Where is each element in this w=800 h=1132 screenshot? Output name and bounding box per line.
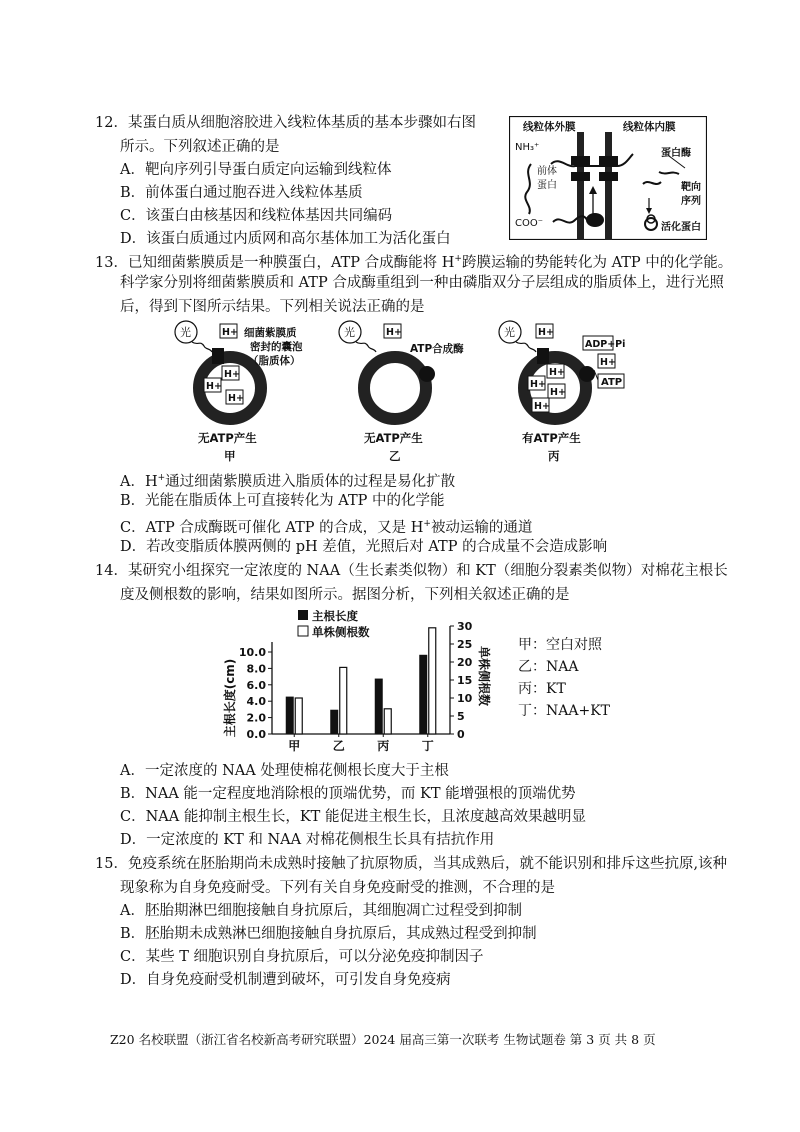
label-coo: COO⁻	[515, 218, 544, 229]
q13-option-c-part1: C．ATP 合成酶既可催化 ATP 的合成，又是 H	[120, 519, 424, 536]
q13-stem-part1: 13．已知细菌紫膜质是一种膜蛋白，ATP 合成酶能将 H	[95, 254, 455, 271]
q15-option-a: A．胚胎期淋巴细胞接触自身抗原后，其细胞凋亡过程受到抑制	[120, 903, 522, 919]
x-tick-label: 乙	[332, 739, 345, 753]
q13-option-c-part2: 被动运输的通道	[430, 519, 533, 536]
chart-group-key	[518, 634, 610, 722]
light-label-jia: 光	[180, 326, 191, 339]
result-yi: 无ATP产生	[364, 431, 423, 445]
outer-membrane	[577, 132, 584, 240]
light-wave-jia	[192, 342, 212, 352]
q14-stem-line2: 度及侧根数的影响，结果如图所示。据图分析，下列相关叙述正确的是	[120, 587, 570, 603]
caption-jia: 甲	[224, 449, 236, 463]
hplus-bing-out: H+	[600, 357, 616, 368]
y-right-tick-label: 20	[457, 656, 473, 669]
result-jia: 无ATP产生	[198, 431, 257, 445]
inner-channel-bottom	[599, 172, 618, 181]
label-vesicle-2: （脂质体）	[248, 355, 301, 367]
key-yi: 乙：NAA	[518, 659, 579, 675]
q13-option-a-part1: A．H	[120, 473, 158, 490]
q13-option-a-part2: 通过细菌紫膜质进入脂质体的过程是易化扩散	[165, 473, 456, 490]
hplus-bing-2: H+	[530, 379, 546, 390]
label-target-2: 序列	[681, 196, 701, 207]
y-left-tick-label: 4.0	[246, 695, 266, 709]
label-outer-membrane: 线粒体外膜	[523, 121, 576, 133]
label-atp-synthase: ATP合成酶	[410, 343, 464, 355]
q12-stem-line1: 12．某蛋白质从细胞溶胶进入线粒体基质的基本步骤如右图	[95, 115, 476, 131]
liposome-figure	[170, 318, 640, 466]
q13-option-d: D．若改变脂质体膜两侧的 pH 差值，光照后对 ATP 的合成量不会造成影响	[120, 539, 608, 555]
y-right-tick-label: 30	[457, 620, 473, 633]
key-bing: 丙：KT	[518, 681, 566, 697]
label-inner-membrane: 线粒体内膜	[623, 121, 676, 133]
atp-synthase-bing	[579, 366, 595, 382]
y-left-tick-label: 0.0	[246, 728, 266, 741]
hplus-bing-4: H+	[534, 401, 550, 412]
legend-main-root: 主根长度	[312, 609, 358, 623]
y-right-tick-label: 5	[457, 710, 465, 723]
y-axis-left-title: 主根长度(cm)	[223, 658, 237, 738]
atp-synthase-yi	[419, 366, 435, 382]
x-tick-label: 丙	[377, 739, 390, 753]
label-atp: ATP	[601, 377, 623, 388]
light-label-yi: 光	[344, 326, 355, 339]
q13-stem-sup: +	[454, 254, 462, 264]
key-jia: 甲：空白对照	[518, 637, 602, 653]
liposome-jia	[175, 321, 303, 463]
q13-stem-line3: 后，得到下图所示结果。下列相关说法正确的是	[120, 299, 425, 315]
label-protease: 蛋白酶	[661, 148, 691, 159]
q13-option-c-sup: +	[423, 519, 431, 529]
cleaved-target-sequence	[659, 172, 679, 174]
x-tick-label: 甲	[288, 739, 301, 753]
hplus-jia-2: H+	[206, 381, 222, 392]
key-ding: 丁：NAA+KT	[518, 703, 610, 719]
q12-option-b: B．前体蛋白通过胞吞进入线粒体基质	[120, 185, 363, 201]
legend-lateral-roots: 单株侧根数	[312, 625, 370, 639]
q15-option-c: C．某些 T 细胞识别自身抗原后，可以分泌免疫抑制因子	[120, 949, 484, 965]
bar-main-root	[331, 710, 338, 734]
y-right-tick-label: 0	[457, 728, 465, 741]
bar-lateral-roots	[429, 628, 436, 734]
outer-channel-top	[571, 156, 590, 165]
q13-option-a-sup: +	[157, 473, 166, 483]
bar-lateral-roots	[384, 709, 391, 734]
hplus-bing-1: H+	[549, 367, 565, 378]
legend-swatch-main-root	[298, 610, 308, 620]
y-right-tick-label: 15	[457, 674, 473, 687]
liposome-yi	[339, 321, 464, 463]
q14-option-d: D．一定浓度的 KT 和 NAA 对棉花侧根生长具有拮抗作用	[120, 832, 495, 848]
page-footer: Z20 名校联盟（浙江省名校新高考研究联盟）2024 届高三第一次联考 生物试题卷 第 3 页 共 8 页	[110, 1032, 656, 1047]
q13-option-b: B．光能在脂质体上可直接转化为 ATP 中的化学能	[120, 493, 445, 509]
bar-main-root	[286, 697, 293, 734]
bar-lateral-roots	[295, 698, 302, 734]
y-right-tick-label: 25	[457, 638, 473, 651]
q13-stem-line2: 科学家分别将细菌紫膜质和 ATP 合成酶重组到一种由磷脂双分子层组成的脂质体上，进行光照	[120, 275, 724, 291]
hplus-jia-3: H+	[228, 393, 244, 404]
hplus-jia-1: H+	[224, 369, 240, 380]
q12-stem-line2: 所示。下列叙述正确的是	[120, 139, 280, 155]
root-chart	[222, 606, 522, 756]
inner-membrane	[605, 132, 612, 240]
q12-option-d: D．该蛋白质通过内质网和高尔基体加工为活化蛋白	[120, 231, 451, 247]
bar-lateral-roots	[340, 667, 347, 734]
caption-yi: 乙	[389, 449, 401, 463]
label-adp-pi: ADP+Pi	[585, 339, 626, 350]
caption-bing: 丙	[548, 449, 560, 463]
light-wave-bing	[516, 342, 536, 352]
hplus-yi: H+	[386, 327, 402, 338]
hplus-jia-top: H+	[222, 327, 238, 338]
legend-swatch-lateral-roots	[298, 626, 308, 636]
y-left-tick-label: 2.0	[246, 711, 266, 725]
liposome-bing	[499, 321, 625, 463]
y-left-tick-label: 8.0	[246, 662, 266, 676]
y-left-tick-label: 6.0	[246, 678, 266, 692]
q12-option-a: A．靶向序列引导蛋白质定向运输到线粒体	[120, 162, 392, 178]
light-label-bing: 光	[504, 326, 515, 339]
label-precursor-2: 蛋白	[537, 180, 557, 191]
q14-option-a: A．一定浓度的 NAA 处理使棉花侧根长度大于主根	[120, 763, 449, 779]
y-axis-right-title: 单株侧根数	[477, 645, 491, 707]
q14-option-c: C．NAA 能抑制主根生长，KT 能促进主根生长，且浓度越高效果越明显	[120, 809, 586, 825]
q15-option-d: D．自身免疫耐受机制遭到破坏，可引发自身免疫病	[120, 972, 451, 988]
hplus-bing-top: H+	[538, 327, 554, 338]
y-right-tick-label: 10	[457, 692, 473, 705]
hplus-bing-3: H+	[550, 387, 566, 398]
label-activated-protein: 活化蛋白	[661, 222, 701, 233]
result-bing: 有ATP产生	[522, 431, 581, 445]
liposome-ring-yi	[364, 357, 426, 419]
label-target-1: 靶向	[681, 182, 701, 193]
bacteriorhodopsin-bing	[537, 348, 549, 364]
q15-stem-line2: 现象称为自身免疫耐受。下列有关自身免疫耐受的推测，不合理的是	[120, 880, 555, 896]
q15-option-b: B．胚胎期未成熟淋巴细胞接触自身抗原后，其成熟过程受到抑制	[120, 926, 537, 942]
q15-stem-line1: 15．免疫系统在胚胎期尚未成熟时接触了抗原物质，当其成熟后，就不能识别和排斥这些抗原,该种	[95, 856, 728, 872]
bar-main-root	[375, 679, 382, 734]
q13-stem-part2: 跨膜运输的势能转化为 ATP 中的化学能。	[461, 254, 733, 271]
outer-channel-bottom	[571, 172, 590, 181]
light-wave-yi	[356, 342, 376, 352]
bacteriorhodopsin-jia	[212, 348, 224, 364]
mitochondria-import-figure	[509, 116, 707, 240]
inner-channel-top	[599, 156, 618, 165]
label-vesicle-1: 密封的囊泡	[250, 341, 303, 353]
bar-main-root	[420, 655, 427, 734]
q14-stem-line1: 14．某研究小组探究一定浓度的 NAA（生长素类似物）和 KT（细胞分裂素类似物）对棉花主根长	[95, 563, 728, 579]
label-precursor-1: 前体	[537, 166, 557, 177]
q12-option-c: C．该蛋白由核基因和线粒体基因共同编码	[120, 208, 393, 224]
label-bacteriorhodopsin: 细菌紫膜质	[244, 327, 297, 339]
folded-protein	[586, 213, 604, 227]
label-nh3: NH₃⁺	[515, 142, 540, 153]
q14-option-b: B．NAA 能一定程度地消除根的顶端优势，而 KT 能增强根的顶端优势	[120, 786, 576, 802]
y-left-tick-label: 10.0	[238, 646, 266, 659]
x-tick-label: 丁	[421, 739, 434, 753]
